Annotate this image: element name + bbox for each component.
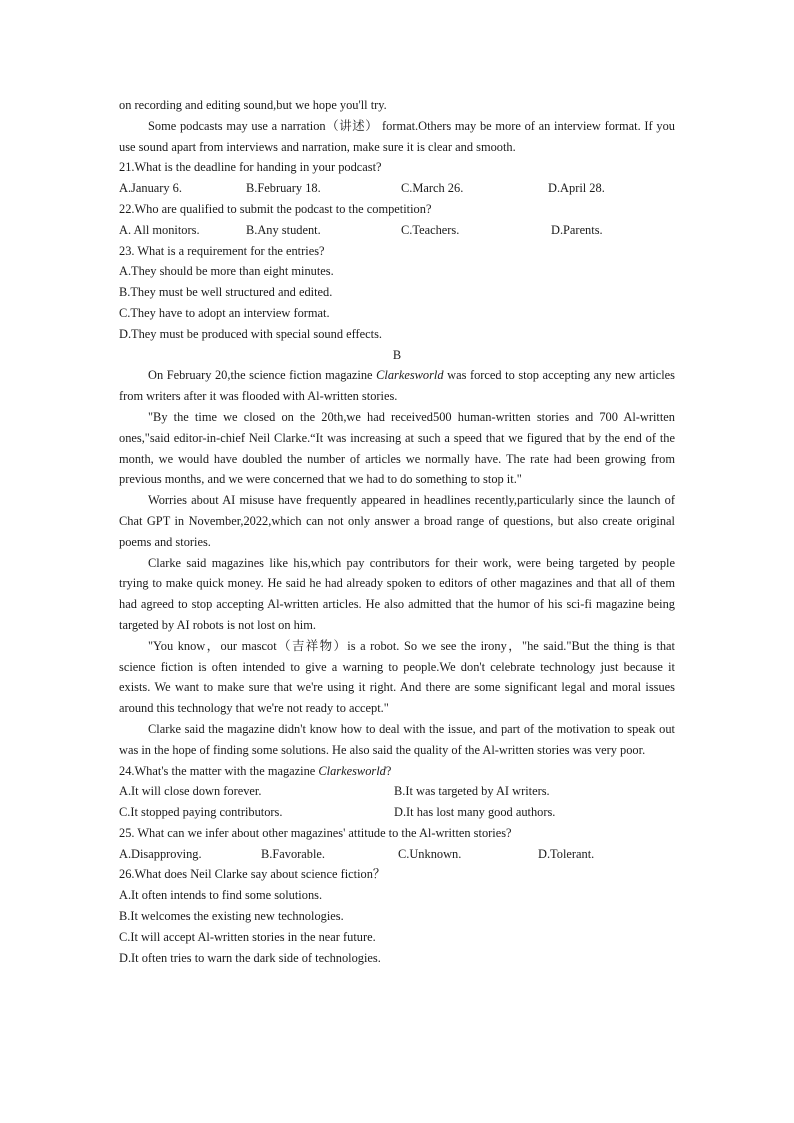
option-d[interactable]: D.They must be produced with special sound effects. (119, 326, 383, 341)
q24-stem-text: 24.What's the matter with the magazine (119, 763, 319, 778)
question-24-stem (119, 761, 675, 782)
passage-b-paragraph-6: Clarke said the magazine didn't know how to deal with the issue, and part of the motivation to speak out was in the hope of finding some solutions. He also said the quality of the Al-written stories was very poor. (119, 721, 675, 757)
question-21-options (119, 178, 675, 199)
question-25-stem: 25. What can we infer about other magazines' attitude to the Al-written stories? (119, 825, 512, 840)
p1-text-after: was forced to stop accepting any new articles from writers after it was flooded with Al-written stories. (119, 368, 676, 404)
option-c[interactable]: C.Teachers. (401, 222, 460, 237)
option-b[interactable]: B.It was targeted by AI writers. (394, 784, 550, 799)
option-c[interactable]: C.Unknown. (398, 846, 462, 861)
option-c[interactable]: C.It stopped paying contributors. (119, 805, 283, 820)
question-25-options (119, 844, 675, 865)
option-d[interactable]: D.It often tries to warn the dark side of technologies. (119, 950, 381, 965)
option-c[interactable]: C.March 26. (401, 181, 464, 196)
option-c[interactable]: C.They have to adopt an interview format. (119, 305, 330, 320)
question-22-stem: 22.Who are qualified to submit the podcast to the competition? (119, 201, 432, 216)
option-b[interactable]: B.It welcomes the existing new technologies. (119, 909, 344, 924)
question-22-options (119, 220, 675, 241)
option-b[interactable]: B.February 18. (246, 181, 321, 196)
option-d[interactable]: D.It has lost many good authors. (394, 805, 556, 820)
q24-magazine-title: Clarkesworld (318, 763, 386, 778)
option-a[interactable]: A.It will close down forever. (119, 784, 262, 799)
passage-a-tail-line: on recording and editing sound,but we hope you'll try. (119, 98, 387, 112)
option-a[interactable]: A.It often intends to find some solutions. (119, 888, 323, 903)
option-d[interactable]: D.April 28. (548, 181, 605, 196)
passage-b-paragraph-3: Worries about AI misuse have frequently appeared in headlines recently,particularly since the launch of Chat GPT in November,2022,which can not only answer a broad range of questions, but also create original poems and stories. (119, 493, 675, 549)
option-a[interactable]: A.January 6. (119, 181, 182, 196)
passage-b-paragraph-1 (119, 365, 675, 407)
magazine-title: Clarkesworld (376, 368, 444, 383)
p1-text-before: On February 20,the science fiction magazine (148, 368, 377, 383)
option-a[interactable]: A.They should be more than eight minutes. (119, 264, 334, 279)
passage-a-paragraph: Some podcasts may use a narration（讲述） format.Others may be more of an interview format. If you use sound apart from interviews and narration, make sure it is clear and smooth. (119, 118, 675, 154)
option-b[interactable]: B.They must be well structured and edited. (119, 285, 333, 300)
question-24-options-row-2 (119, 802, 675, 823)
option-a[interactable]: A.Disapproving. (119, 846, 202, 861)
section-b-heading: B (392, 347, 402, 362)
passage-b-paragraph-2: "By the time we closed on the 20th,we had received500 human-written stories and 700 Al-written ones,"said editor-in-chief Neil Clarke.“It was increasing at such a speed that we figured that by the end of the month, we would have doubled the number of articles we normally have. The rate had been growing from previous months, and we were concerned that we had to do something to stop it." (119, 409, 675, 487)
option-a[interactable]: A. All monitors. (119, 222, 200, 237)
exam-page (119, 95, 675, 968)
option-c[interactable]: C.It will accept Al-written stories in the near future. (119, 929, 376, 944)
question-26-stem: 26.What does Neil Clarke say about science fiction？ (119, 867, 386, 882)
option-b[interactable]: B.Any student. (246, 222, 321, 237)
question-23-stem: 23. What is a requirement for the entries? (119, 243, 325, 258)
question-21-stem: 21.What is the deadline for handing in your podcast? (119, 160, 382, 175)
option-d[interactable]: D.Tolerant. (538, 846, 595, 861)
option-b[interactable]: B.Favorable. (261, 846, 326, 861)
passage-b-paragraph-4: Clarke said magazines like his,which pay contributors for their work, were being targeted by people trying to make quick money. He said he had already spoken to editors of other magazines and that all of them had agreed to stop accepting Al-written articles. He also admitted that the humor of his sci-fi magazine being targeted by AI robots is not lost on him. (119, 555, 675, 632)
option-d[interactable]: D.Parents. (551, 222, 603, 237)
question-24-options-row-1 (119, 781, 675, 802)
passage-b-paragraph-5: "You know，our mascot（吉祥物）is a robot. So we see the irony，"he said."But the thing is that science fiction is often intended to give a warning to people.We don't celebrate technology just because it exists. We want to make sure that we're using it right. And there are some significant legal and moral issues around this technology that we're not ready to accept." (119, 638, 675, 716)
q24-stem-end: ? (385, 763, 392, 778)
